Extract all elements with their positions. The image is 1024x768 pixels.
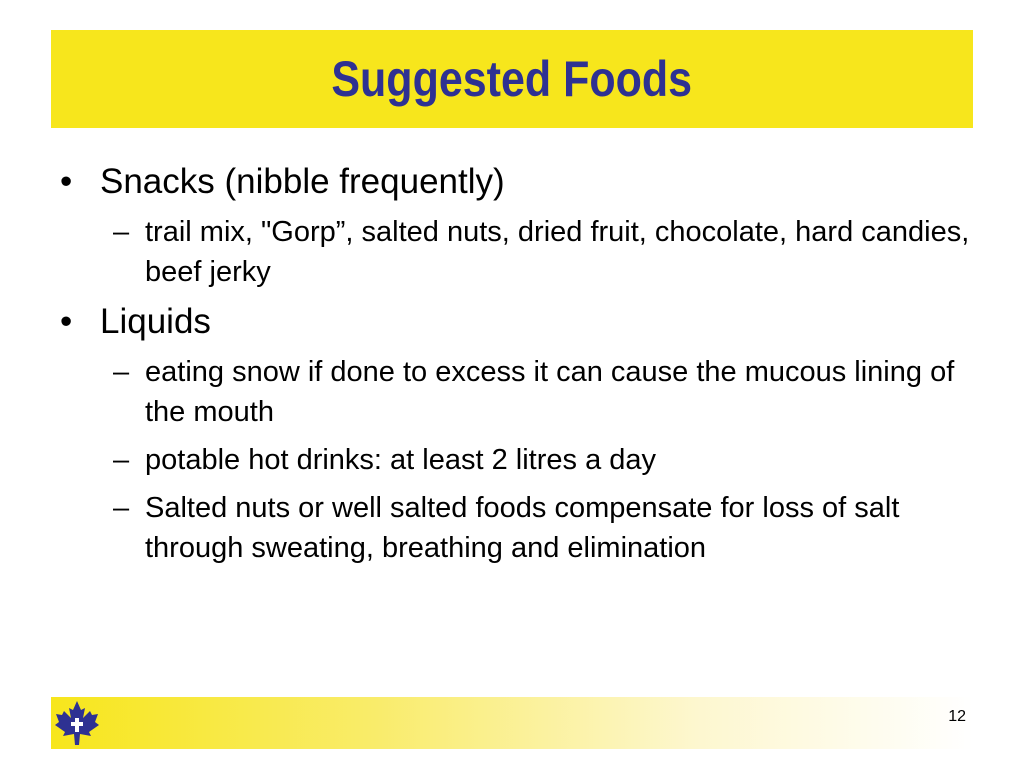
sub-bullet-text: potable hot drinks: at least 2 litres a day [145, 444, 657, 476]
bullet-marker: • [60, 162, 73, 201]
sub-bullet-text: eating snow if done to excess it can cause the mucous lining of the mouth [145, 356, 955, 428]
slide-content [60, 160, 980, 576]
dash-marker: – [113, 216, 130, 248]
sub-bullet-text: trail mix, "Gorp”, salted nuts, dried fruit, chocolate, hard candies, beef jerky [145, 216, 970, 288]
dash-marker: – [113, 444, 130, 476]
sub-bullet [60, 440, 980, 480]
footer-bar [51, 697, 973, 749]
bullet-snacks [60, 160, 980, 204]
sub-bullet-text: Salted nuts or well salted foods compensate for loss of salt through sweating, breathing and elimination [145, 492, 900, 564]
maple-leaf-icon [52, 698, 102, 748]
dash-marker: – [113, 492, 130, 524]
sub-bullet [60, 352, 980, 432]
dash-marker: – [113, 356, 130, 388]
sub-bullet [60, 212, 980, 292]
bullet-liquids [60, 300, 980, 344]
bullet-text: Snacks (nibble frequently) [100, 162, 505, 201]
page-number: 12 [948, 708, 966, 725]
bullet-marker: • [60, 302, 73, 341]
bullet-text: Liquids [100, 302, 211, 341]
sub-bullet [60, 488, 980, 568]
title-bar [51, 30, 973, 128]
slide-title: Suggested Foods [331, 51, 693, 107]
